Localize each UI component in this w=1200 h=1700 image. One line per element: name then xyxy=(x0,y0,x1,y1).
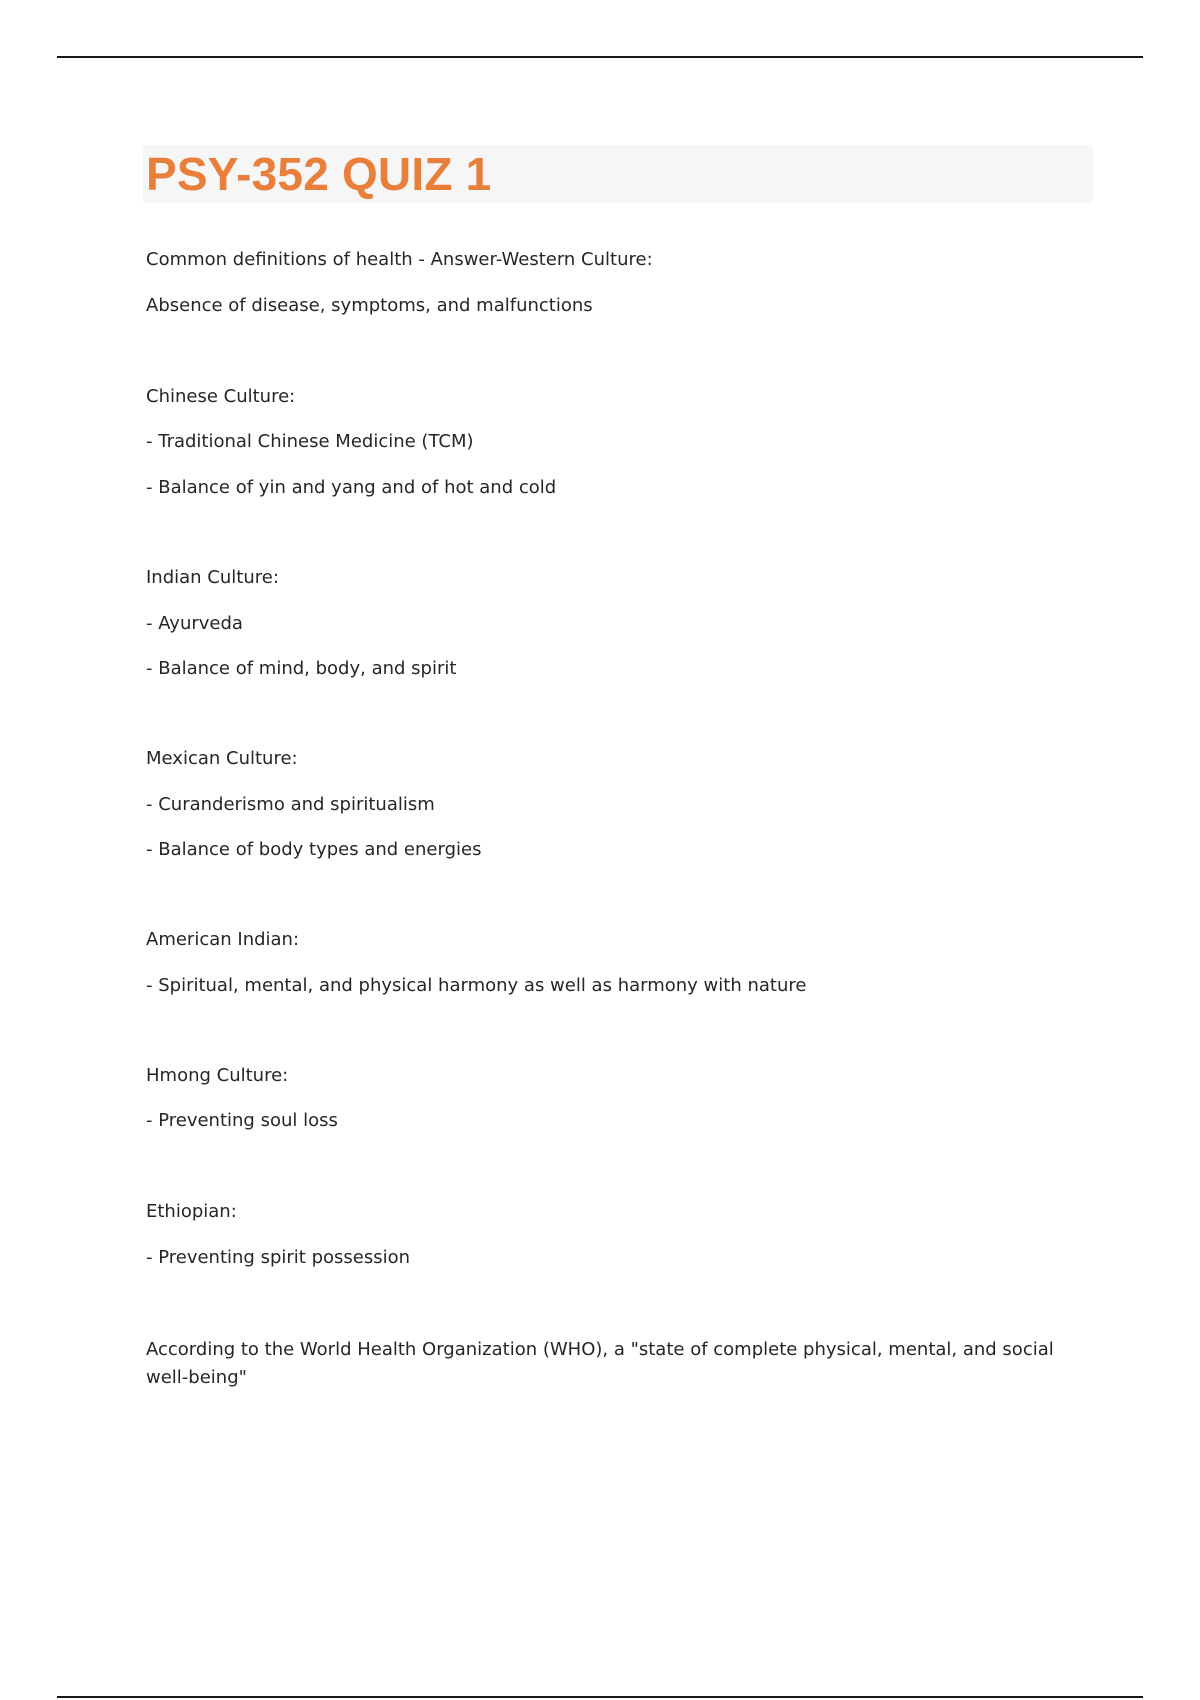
chinese-item-1: - Traditional Chinese Medicine (TCM) xyxy=(146,431,474,452)
definition-heading: Common definitions of health - Answer-Western Culture: xyxy=(146,249,653,270)
mexican-heading: Mexican Culture: xyxy=(146,748,298,769)
chinese-item-2: - Balance of yin and yang and of hot and cold xyxy=(146,477,557,498)
ethiopian-item-1: - Preventing spirit possession xyxy=(146,1247,411,1268)
page-title: PSY-352 QUIZ 1 xyxy=(146,148,492,200)
footer-rule xyxy=(57,1696,1143,1698)
header-rule xyxy=(57,56,1143,58)
hmong-heading: Hmong Culture: xyxy=(146,1065,289,1086)
mexican-item-2: - Balance of body types and energies xyxy=(146,839,482,860)
american-indian-heading: American Indian: xyxy=(146,929,300,950)
american-indian-item-1: - Spiritual, mental, and physical harmony as well as harmony with nature xyxy=(146,975,807,996)
who-definition: According to the World Health Organization (WHO), a "state of complete physical, mental, and social well-being" xyxy=(146,1339,1054,1388)
indian-item-2: - Balance of mind, body, and spirit xyxy=(146,658,457,679)
indian-item-1: - Ayurveda xyxy=(146,613,243,634)
chinese-heading: Chinese Culture: xyxy=(146,386,296,407)
indian-heading: Indian Culture: xyxy=(146,567,279,588)
mexican-item-1: - Curanderismo and spiritualism xyxy=(146,794,435,815)
ethiopian-heading: Ethiopian: xyxy=(146,1201,237,1222)
western-definition: Absence of disease, symptoms, and malfunctions xyxy=(146,295,593,316)
hmong-item-1: - Preventing soul loss xyxy=(146,1110,338,1131)
